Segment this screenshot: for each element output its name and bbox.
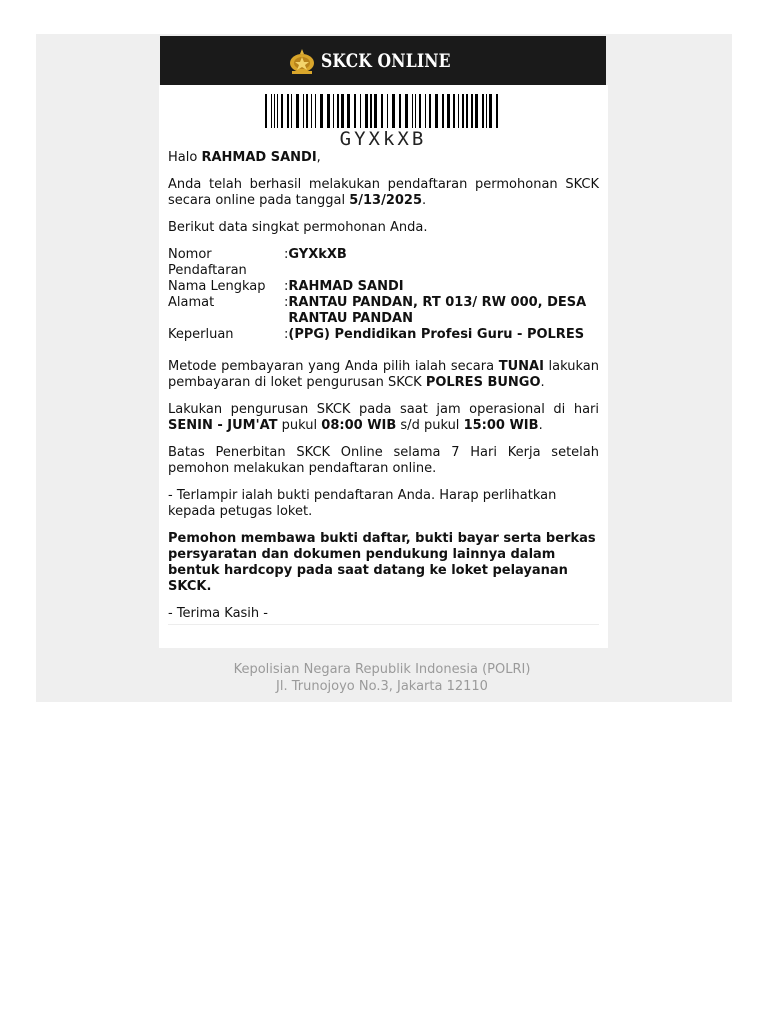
barcode-bar <box>311 94 312 128</box>
registration-info-table <box>168 247 599 343</box>
info-label: Nomor Pendaftaran <box>168 247 247 278</box>
info-value: RANTAU PANDAN, RT 013/ RW 000, DESA RANTAU PANDAN <box>288 295 587 326</box>
info-row <box>168 295 599 327</box>
barcode-bar <box>489 94 492 128</box>
barcode-bar <box>405 94 408 128</box>
barcode-bar <box>458 94 459 128</box>
barcode-bar <box>287 94 289 128</box>
info-separator: : <box>284 247 289 262</box>
barcode-bar <box>354 94 356 128</box>
barcode-bar <box>374 94 377 128</box>
barcode-bar <box>475 94 478 128</box>
footer-org: Kepolisian Negara Republik Indonesia (POLRI) <box>233 662 531 677</box>
registration-date: 5/13/2025 <box>349 193 423 208</box>
barcode-bar <box>274 94 275 128</box>
barcode-bar <box>306 94 308 128</box>
info-row <box>168 279 599 295</box>
barcode-bar <box>381 94 383 128</box>
payment-office: POLRES BUNGO <box>425 375 541 390</box>
barcode-bar <box>337 94 339 128</box>
barcode-bar <box>419 94 421 128</box>
open-time: 08:00 WIB <box>321 418 397 433</box>
attachment-note: - Terlampir ialah bukti pendaftaran Anda. Harap perlihatkan kepada petugas loket. <box>168 488 557 519</box>
info-value: (PPG) Pendidikan Profesi Guru - POLRES <box>288 327 585 342</box>
barcode-bar <box>399 94 401 128</box>
barcode-bar <box>281 94 283 128</box>
barcode-bar <box>277 94 278 128</box>
barcode-bar <box>482 94 484 128</box>
barcode-bar <box>447 94 450 128</box>
barcode-bar <box>425 94 426 128</box>
close-time: 15:00 WIB <box>463 418 539 433</box>
content-divider <box>168 624 599 625</box>
info-separator: : <box>284 327 289 342</box>
barcode-bar <box>466 94 468 128</box>
barcode-bar <box>486 94 487 128</box>
barcode-icon <box>265 94 503 128</box>
barcode-bar <box>392 94 395 128</box>
brand-title: SKCK ONLINE <box>320 49 451 72</box>
barcode-bar <box>320 94 323 128</box>
hours-paragraph: Lakukan pengurusan SKCK pada saat jam operasional di hari SENIN - JUM'AT pukul 08:00 WIB s/d pukul 15:00 WIB. <box>168 402 599 433</box>
barcode-bar <box>453 94 455 128</box>
barcode-bar <box>341 94 344 128</box>
info-value: GYXkXB <box>288 247 347 262</box>
barcode-bar <box>333 94 334 128</box>
info-row <box>168 327 599 343</box>
footer-address: Jl. Trunojoyo No.3, Jakarta 12110 <box>276 679 488 694</box>
barcode-bar <box>327 94 330 128</box>
info-label: Alamat <box>168 295 215 310</box>
info-value: RAHMAD SANDI <box>288 279 404 294</box>
barcode-bar <box>462 94 464 128</box>
deadline-paragraph: Batas Penerbitan SKCK Online selama 7 Hari Kerja setelah pemohon melakukan pendaftaran online. <box>168 445 599 476</box>
barcode-bar <box>412 94 413 128</box>
greeting: Halo RAHMAD SANDI, <box>168 150 321 165</box>
info-separator: : <box>284 279 289 294</box>
info-separator: : <box>284 295 289 310</box>
barcode-bar <box>429 94 431 128</box>
barcode-bar <box>370 94 372 128</box>
barcode-bar <box>347 94 350 128</box>
police-emblem-icon <box>287 47 317 75</box>
barcode-bar <box>435 94 438 128</box>
barcode-bar <box>291 94 292 128</box>
payment-method: TUNAI <box>498 359 544 374</box>
info-row <box>168 247 599 279</box>
email-header <box>160 36 606 85</box>
barcode-bar <box>360 94 361 128</box>
closing-text: - Terima Kasih - <box>168 606 268 621</box>
summary-intro: Berikut data singkat permohonan Anda. <box>168 220 428 235</box>
intro-paragraph: Anda telah berhasil melakukan pendaftaran permohonan SKCK secara online pada tanggal 5/13/2025. <box>168 177 599 208</box>
barcode-bar <box>303 94 304 128</box>
email-body <box>168 150 599 633</box>
requirements-paragraph: Pemohon membawa bukti daftar, bukti bayar serta berkas persyaratan dan dokumen pendukung lainnya dalam bentuk hardcopy pada saat datang ke loket pelayanan SKCK. <box>168 531 596 594</box>
barcode-bar <box>471 94 473 128</box>
payment-paragraph: Metode pembayaran yang Anda pilih ialah secara TUNAI lakukan pembayaran di loket pengurusan SKCK POLRES BUNGO. <box>168 359 599 390</box>
barcode-bar <box>387 94 388 128</box>
barcode-bar <box>496 94 498 128</box>
barcode-bar <box>265 94 267 128</box>
barcode-bar <box>415 94 416 128</box>
barcode-bar <box>296 94 299 128</box>
applicant-name: RAHMAD SANDI <box>201 150 317 165</box>
barcode-bar <box>442 94 444 128</box>
info-label: Nama Lengkap <box>168 279 266 294</box>
email-footer <box>36 661 728 695</box>
barcode-bar <box>315 94 316 128</box>
operating-days: SENIN - JUM'AT <box>168 418 278 433</box>
barcode-bar <box>271 94 272 128</box>
barcode-bar <box>365 94 368 128</box>
info-label: Keperluan <box>168 327 234 342</box>
barcode-code: GYXkXB <box>339 128 427 150</box>
